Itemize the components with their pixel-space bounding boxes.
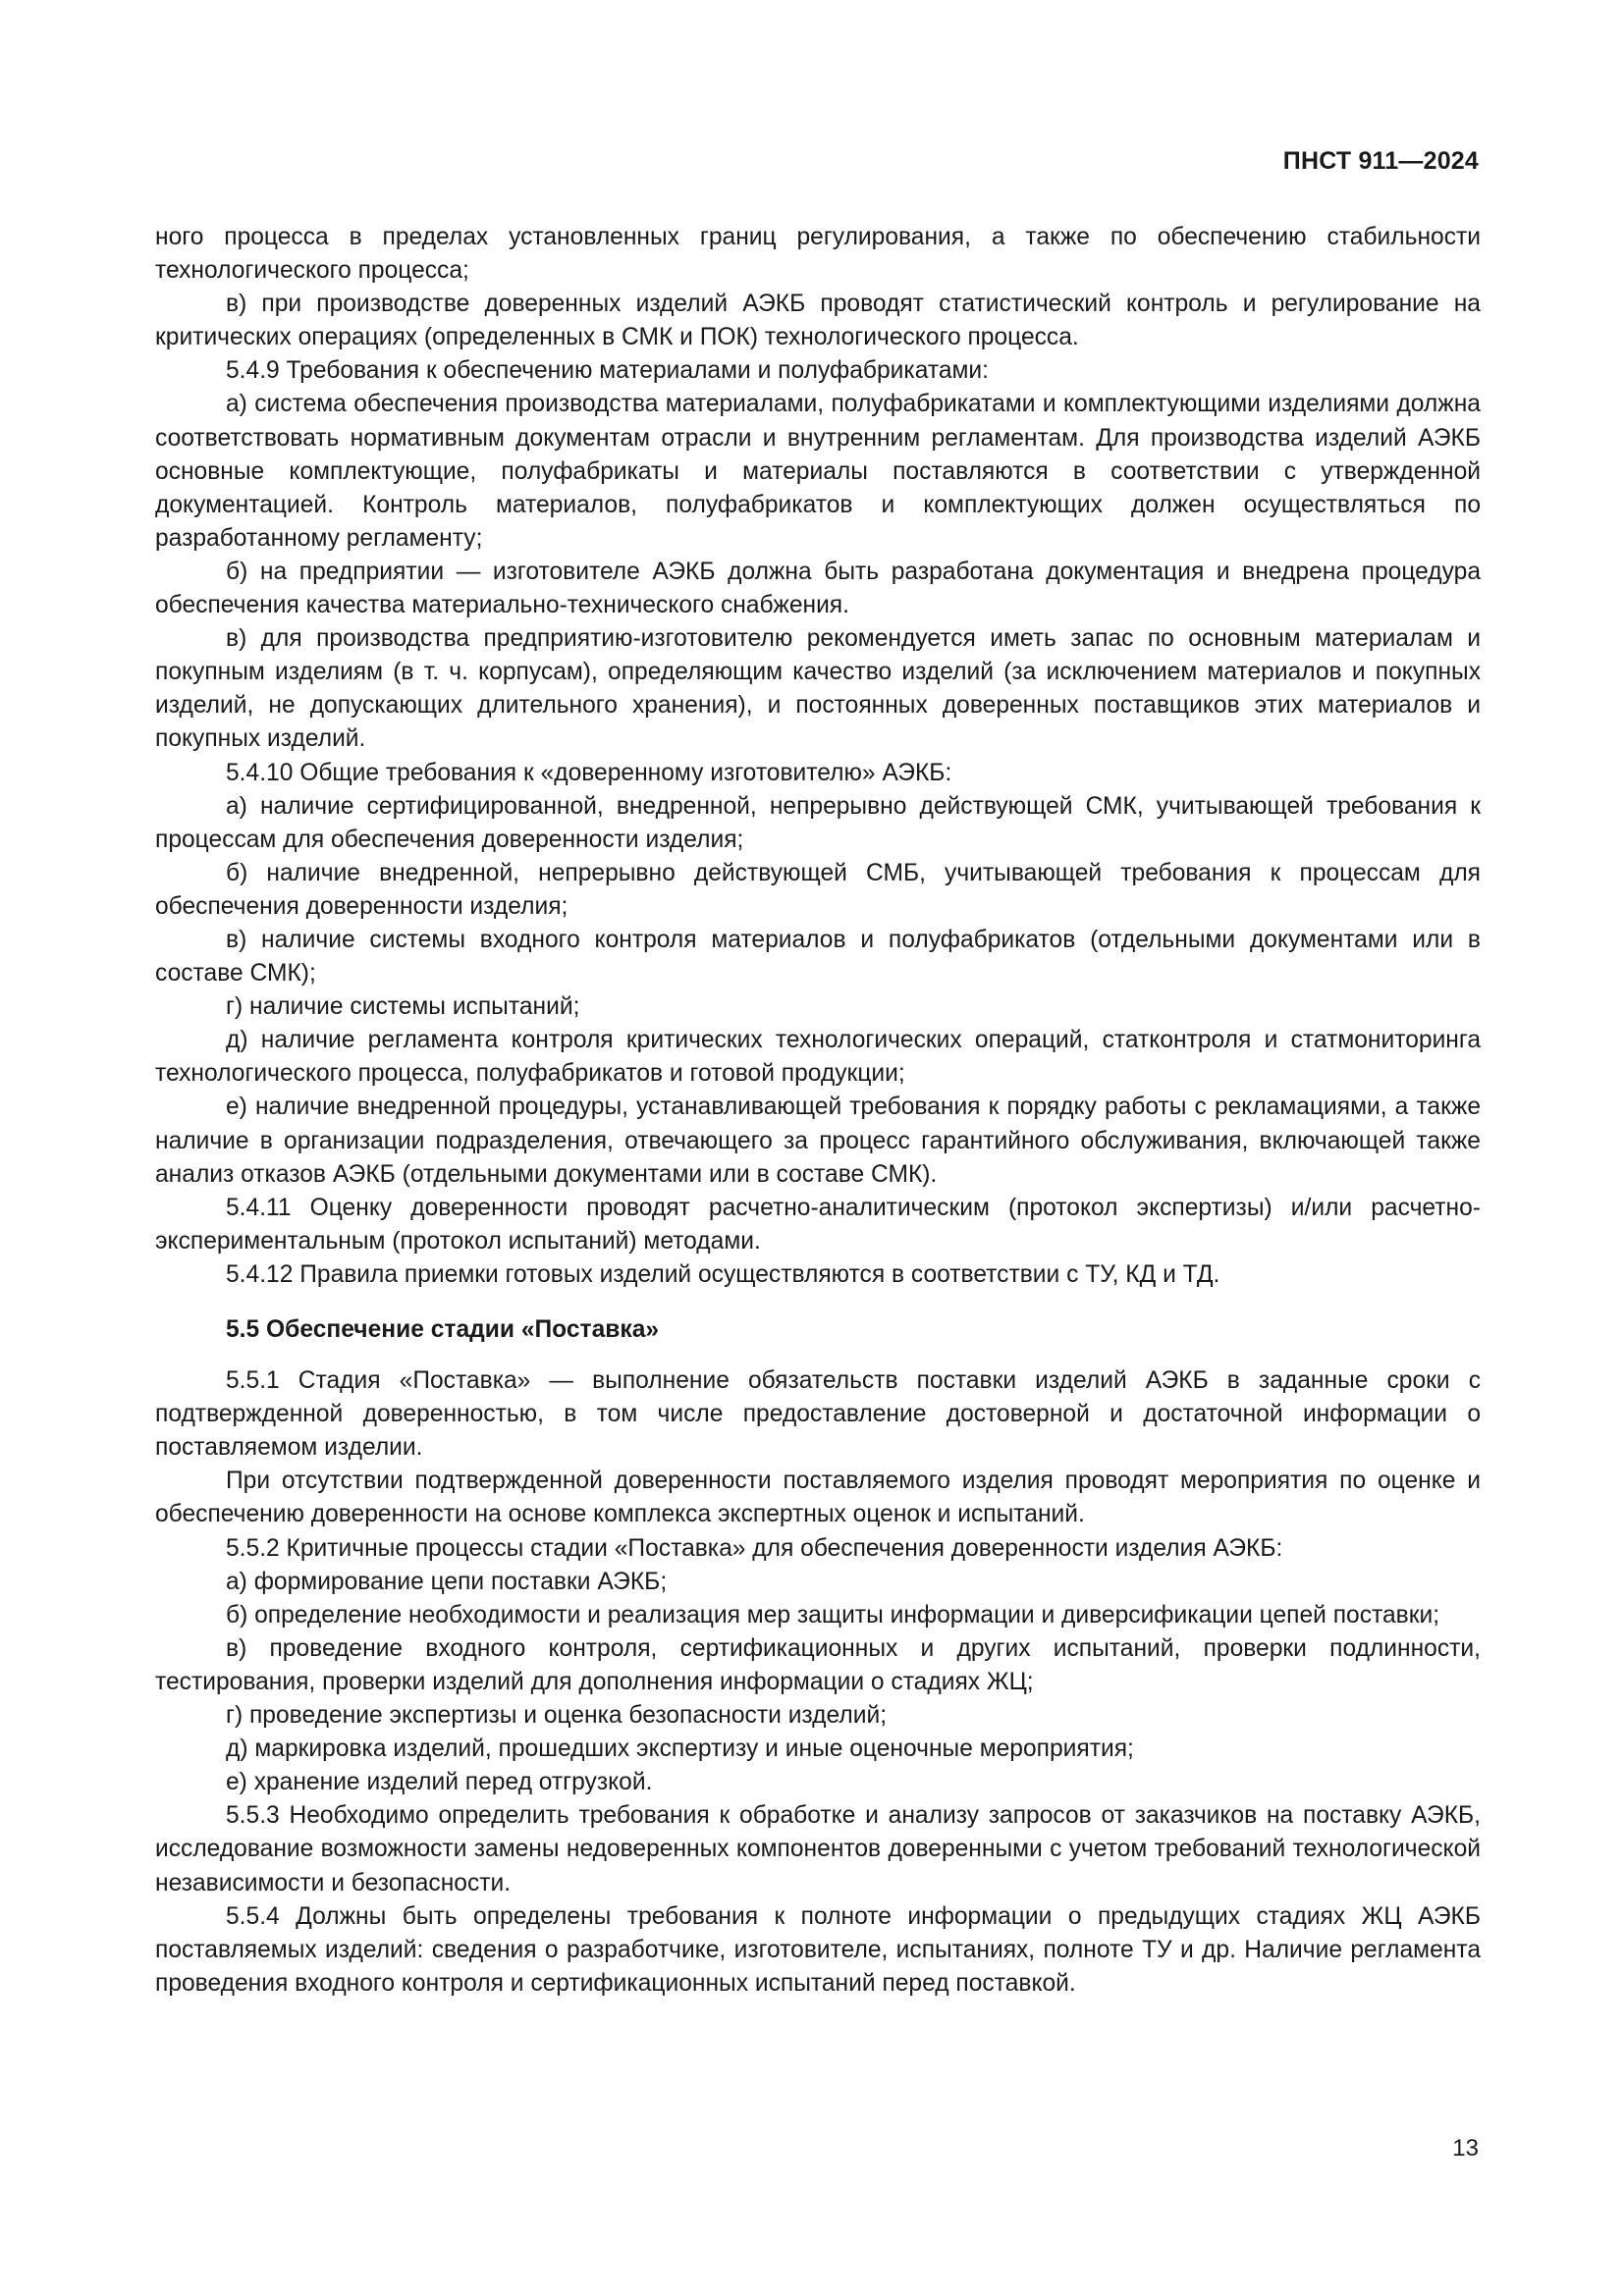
clause-5-5-2: 5.5.2 Критичные процессы стадии «Поставка» для обеспечения доверенности изделия АЭКБ: xyxy=(226,1534,1283,1562)
list-item: б) наличие внедренной, непрерывно действующей СМБ, учитывающей требования к процессам для обеспечения доверенности изделия; xyxy=(155,859,1481,920)
list-item: г) проведение экспертизы и оценка безопасности изделий; xyxy=(226,1702,888,1730)
page-number: 13 xyxy=(1452,2135,1479,2162)
clause-5-4-11: 5.4.11 Оценку доверенности проводят расчетно-аналитическим (протокол экспертизы) и/или расчетно-экспериментальным (протокол испытаний) методами. xyxy=(155,1194,1481,1255)
paragraph: ного процесса в пределах установленных границ регулирования, а также по обеспечению стабильности технологического процесса; xyxy=(155,224,1481,285)
paragraph: При отсутствии подтвержденной доверенности поставляемого изделия проводят мероприятия по оценке и обеспечению доверенности на основе комплекса экспертных оценок и испытаний. xyxy=(155,1468,1481,1528)
list-item: е) хранение изделий перед отгрузкой. xyxy=(226,1769,653,1796)
list-item: е) наличие внедренной процедуры, устанавливающей требования к порядку работы с рекламациями, а также наличие в организации подразделения, отвечающего за процесс гарантийного обслуживания, включающей также анализ отказов АЭКБ (отдельными документами или в составе СМК). xyxy=(155,1094,1481,1188)
list-item: б) определение необходимости и реализация мер защиты информации и диверсификации цепей поставки; xyxy=(226,1601,1440,1629)
list-item: а) формирование цепи поставки АЭКБ; xyxy=(226,1568,668,1595)
clause-5-5-4: 5.5.4 Должны быть определены требования к полноте информации о предыдущих стадиях ЖЦ АЭКБ поставляемых изделий: сведения о разработчике, изготовителе, испытаниях, полноте ТУ и др. Наличие регламента проведения входного контроля и сертификационных испытаний перед поставкой. xyxy=(155,1902,1481,1997)
list-item: д) наличие регламента контроля критических технологических операций, статконтроля и статмониторинга технологического процесса, полуфабрикатов и готовой продукции; xyxy=(155,1027,1481,1088)
paragraph: в) при производстве доверенных изделий АЭКБ проводят статистический контроль и регулирование на критических операциях (определенных в СМК и ПОК) технологического процесса. xyxy=(155,291,1481,351)
list-item: г) наличие системы испытаний; xyxy=(226,993,580,1021)
clause-5-5-3: 5.5.3 Необходимо определить требования к обработке и анализу запросов от заказчиков на поставку АЭКБ, исследование возможности замены недоверенных компонентов доверенными с учетом требований технологической независимости и безопасности. xyxy=(155,1802,1481,1896)
clause-5-4-9: 5.4.9 Требования к обеспечению материалами и полуфабрикатами: xyxy=(226,357,989,385)
clause-5-4-12: 5.4.12 Правила приемки готовых изделий осуществляются в соответствии с ТУ, КД и ТД. xyxy=(226,1260,1220,1288)
list-item: в) проведение входного контроля, сертификационных и других испытаний, проверки подлинности, тестирования, проверки изделий для дополнения информации о стадиях ЖЦ; xyxy=(155,1634,1481,1695)
section-heading: 5.5 Обеспечение стадии «Поставка» xyxy=(226,1316,660,1343)
paragraph: в) для производства предприятию-изготовителю рекомендуется иметь запас по основным материалам и покупным изделиям (в т. ч. корпусам), определяющим качество изделий (за исключением материалов и покупных изделий, не допускающих длительного хранения), и постоянных доверенных поставщиков этих материалов и покупных изделий. xyxy=(155,625,1481,753)
body-text xyxy=(155,221,1481,2001)
clause-5-5-1: 5.5.1 Стадия «Поставка» — выполнение обязательств поставки изделий АЭКБ в заданные сроки с подтвержденной доверенностью, в том числе предоставление достоверной и достаточной информации о поставляемом изделии. xyxy=(155,1367,1481,1462)
clause-5-4-10: 5.4.10 Общие требования к «доверенному изготовителю» АЭКБ: xyxy=(226,759,952,786)
paragraph: б) на предприятии — изготовителе АЭКБ должна быть разработана документация и внедрена процедура обеспечения качества материально-технического снабжения. xyxy=(155,558,1481,619)
document-code: ПНСТ 911—2024 xyxy=(1282,147,1479,175)
paragraph: а) система обеспечения производства материалами, полуфабрикатами и комплектующими изделиями должна соответствовать нормативным документам отрасли и внутренним регламентам. Для производства изделий АЭКБ основные комплектующие, полуфабрикаты и материалы поставляются в соответствии с утвержденной документацией. Контроль материалов, полуфабрикатов и комплектующих должен осуществляться по разработанному регламенту; xyxy=(155,391,1481,552)
list-item: д) маркировка изделий, прошедших экспертизу и иные оценочные мероприятия; xyxy=(226,1735,1134,1763)
list-item: в) наличие системы входного контроля материалов и полуфабрикатов (отдельными документами или в составе СМК); xyxy=(155,926,1481,988)
list-item: а) наличие сертифицированной, внедренной, непрерывно действующей СМК, учитывающей требования к процессам для обеспечения доверенности изделия; xyxy=(155,792,1481,853)
